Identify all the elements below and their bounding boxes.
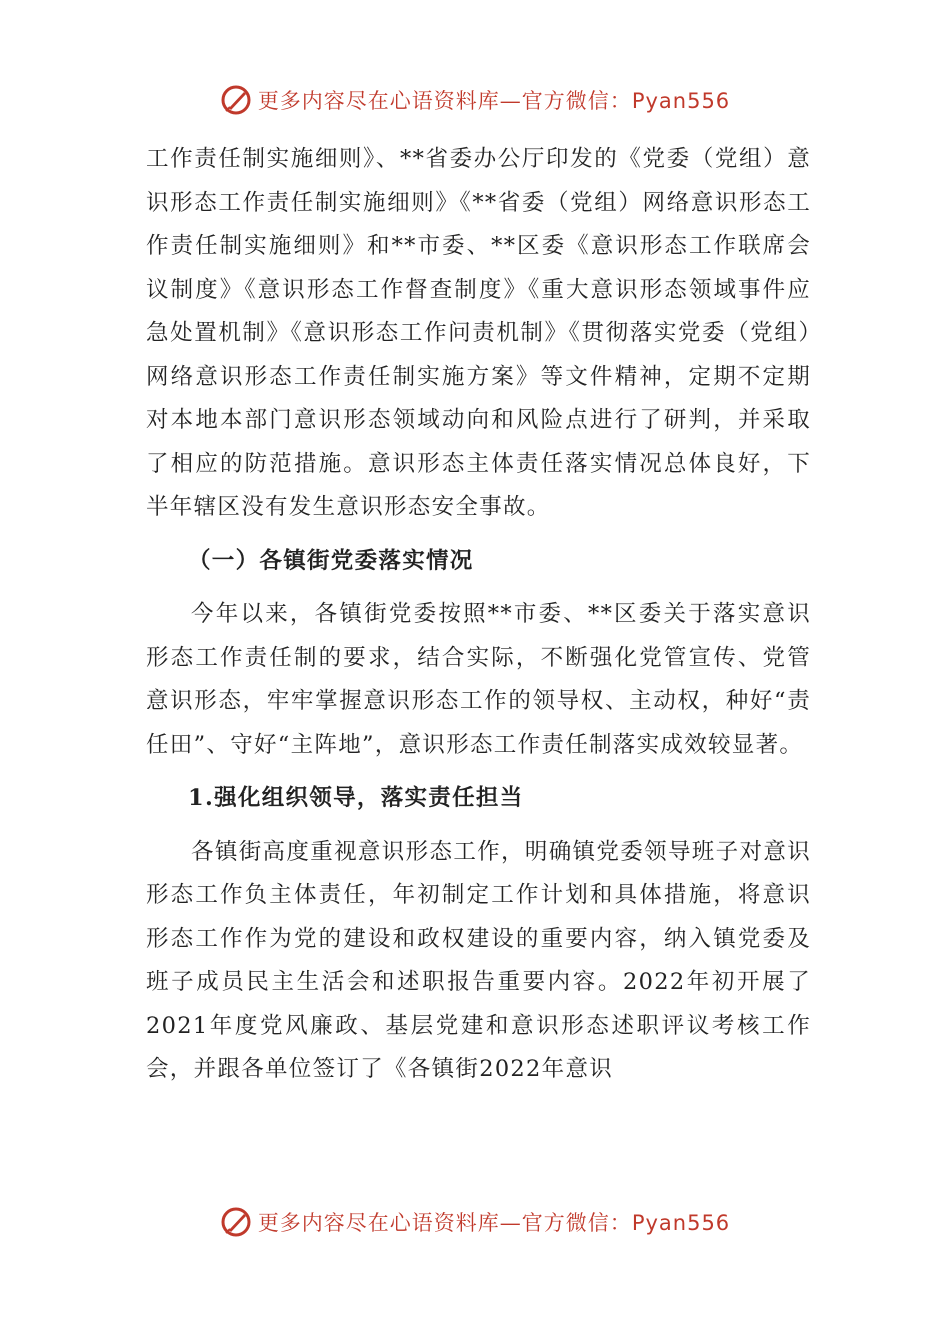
body-paragraph: 各镇街高度重视意识形态工作，明确镇党委领导班子对意识形态工作负主体责任，年初制定工作计划和具体措施，将意识形态工作作为党的建设和政权建设的重要内容，纳入镇党委及班子成员民主生活会和述职报告重要内容。2022年初开展了2021年度党风廉政、基层党建和意识形态述职评议考核工作会，并跟各单位签订了《各镇街2022年意识 <box>146 838 811 1082</box>
footer-banner <box>0 1202 950 1242</box>
banner-text <box>258 85 730 115</box>
section-heading: （一）各镇街党委落实情况 <box>188 547 474 574</box>
quill-pen-logo-icon <box>220 1206 252 1238</box>
banner-wechat-id: Pyan556 <box>631 1211 731 1235</box>
banner-wechat-id: Pyan556 <box>631 89 731 113</box>
banner-main-text: 更多内容尽在心语资料库—官方微信： <box>257 1211 632 1235</box>
subsection-heading: 1.强化组织领导，落实责任担当 <box>188 785 524 811</box>
header-banner <box>0 80 950 120</box>
body-paragraph: 今年以来，各镇街党委按照**市委、**区委关于落实意识形态工作责任制的要求，结合实际，不断强化党管宣传、党管意识形态，牢牢掌握意识形态工作的领导权、主动权，种好“责任田”、守好“主阵地”，意识形态工作责任制落实成效较显著。 <box>146 601 811 758</box>
quill-pen-logo-icon <box>220 84 252 116</box>
document-body <box>146 138 811 1092</box>
banner-text <box>258 1207 730 1237</box>
banner-main-text: 更多内容尽在心语资料库—官方微信： <box>257 89 632 113</box>
body-paragraph: 工作责任制实施细则》、**省委办公厅印发的《党委（党组）意识形态工作责任制实施细则》《**省委（党组）网络意识形态工作责任制实施细则》和**市委、**区委《意识形态工作联席会议制度》《意识形态工作督查制度》《重大意识形态领域事件应急处置机制》《意识形态工作问责机制》《贯彻落实党委（党组）网络意识形态工作责任制实施方案》等文件精神，定期不定期对本地本部门意识形态领域动向和风险点进行了研判，并采取了相应的防范措施。意识形态主体责任落实情况总体良好，下半年辖区没有发生意识形态安全事故。 <box>146 146 811 520</box>
